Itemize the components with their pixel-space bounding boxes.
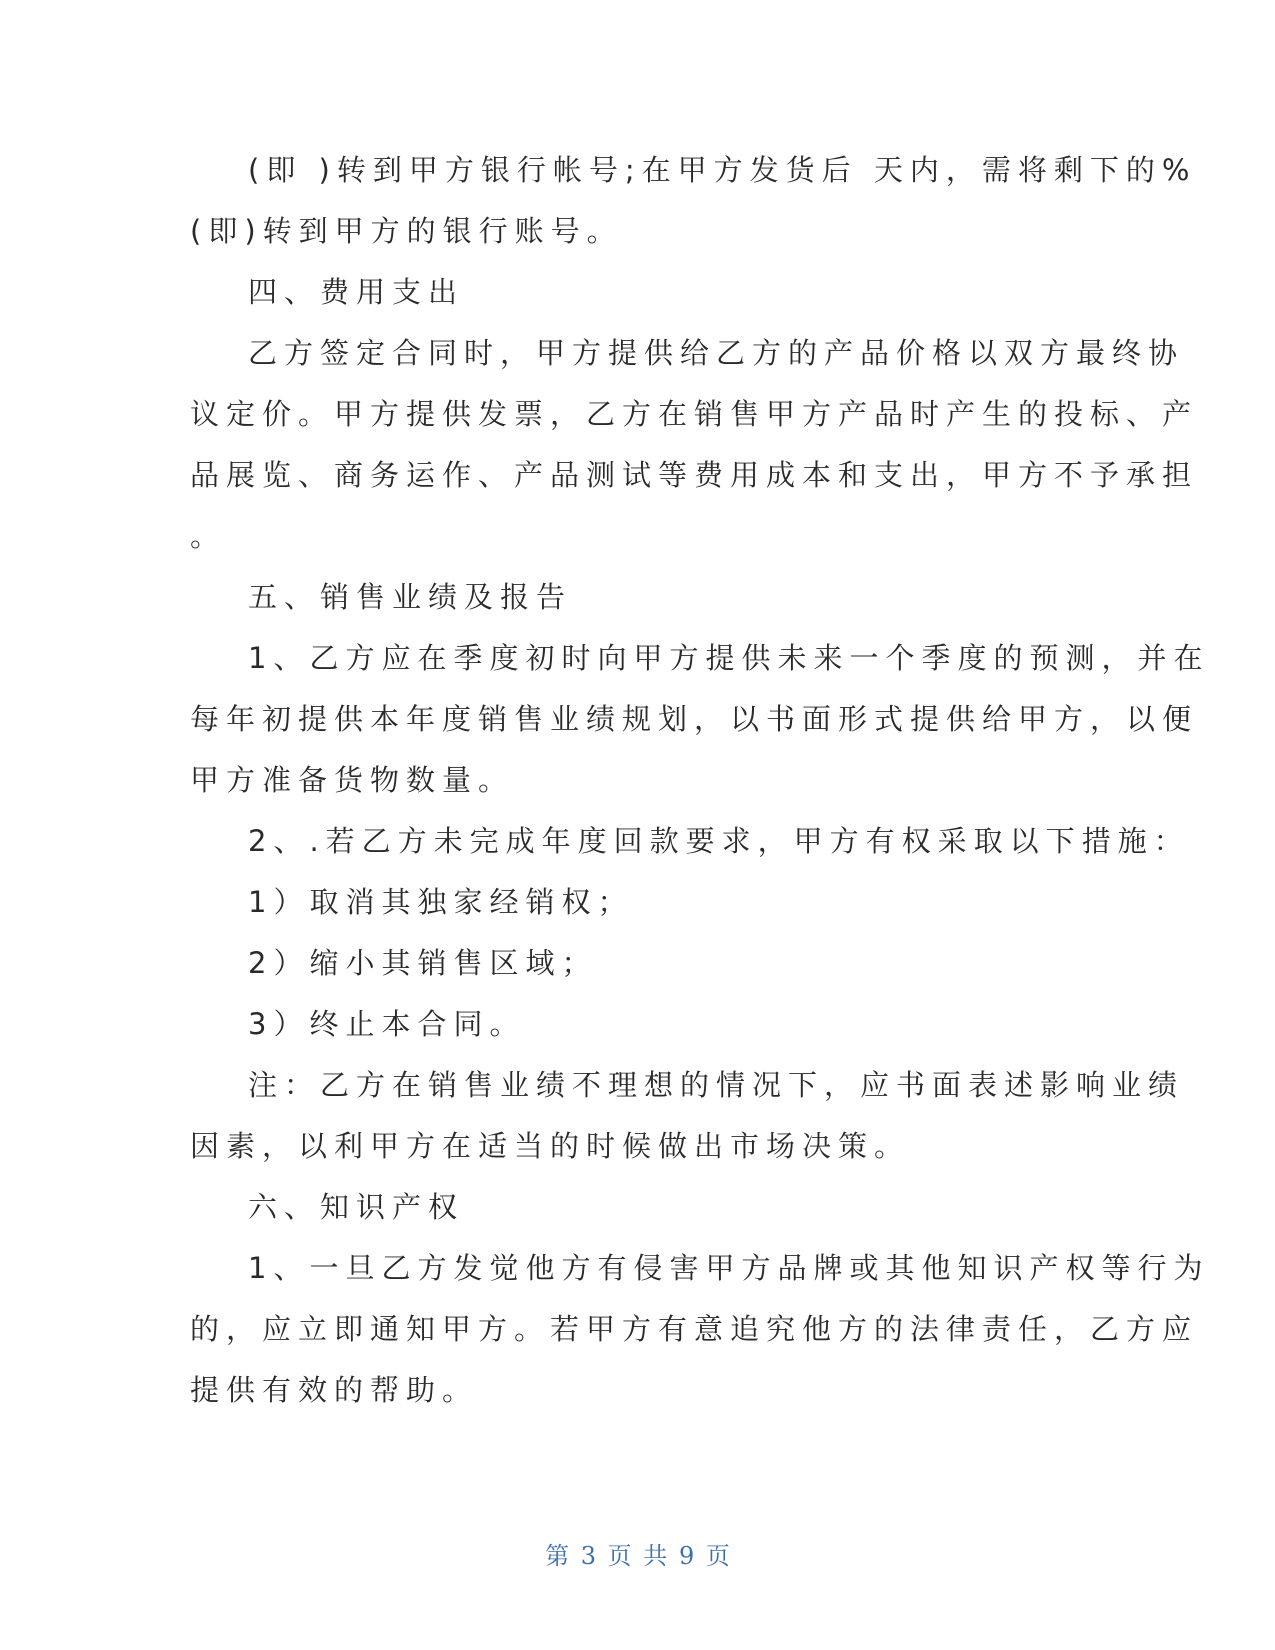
- paragraph-line: 议定价。甲方提供发票，乙方在销售甲方产品时产生的投标、产: [190, 397, 1199, 431]
- paragraph-line: 1、乙方应在季度初时向甲方提供未来一个季度的预测，并在: [248, 641, 1210, 675]
- page-number-footer: 第 3 页 共 9 页: [545, 1542, 730, 1570]
- section-heading: 四、费用支出: [248, 275, 465, 309]
- list-item: 3）终止本合同。: [248, 1007, 526, 1041]
- paragraph-line: 。: [190, 519, 227, 553]
- document-body: [190, 140, 1210, 1421]
- paragraph-line: (即 )转到甲方银行帐号;在甲方发货后 天内，需将剩下的%: [248, 153, 1197, 187]
- paragraph-line: 注：乙方在销售业绩不理想的情况下，应书面表述影响业绩: [248, 1068, 1185, 1102]
- list-item: 2）缩小其销售区域；: [248, 946, 598, 980]
- paragraph-line: 品展览、商务运作、产品测试等费用成本和支出，甲方不予承担: [190, 458, 1199, 492]
- paragraph-line: 甲方准备货物数量。: [190, 763, 515, 797]
- paragraph-line: 1、一旦乙方发觉他方有侵害甲方品牌或其他知识产权等行为: [248, 1251, 1210, 1285]
- list-item: 1）取消其独家经销权；: [248, 885, 634, 919]
- section-heading: 六、知识产权: [248, 1190, 465, 1224]
- section-heading: 五、销售业绩及报告: [248, 580, 573, 614]
- paragraph-line: 提供有效的帮助。: [190, 1373, 479, 1407]
- paragraph-line: 因素，以利甲方在适当的时候做出市场决策。: [190, 1129, 911, 1163]
- paragraph-line: 的，应立即通知甲方。若甲方有意追究他方的法律责任，乙方应: [190, 1312, 1199, 1346]
- paragraph-line: 每年初提供本年度销售业绩规划，以书面形式提供给甲方，以便: [190, 702, 1199, 736]
- paragraph-line: 2、.若乙方未完成年度回款要求，甲方有权采取以下措施：: [248, 824, 1190, 858]
- paragraph-line: (即)转到甲方的银行账号。: [190, 214, 623, 248]
- paragraph-line: 乙方签定合同时，甲方提供给乙方的产品价格以双方最终协: [248, 336, 1185, 370]
